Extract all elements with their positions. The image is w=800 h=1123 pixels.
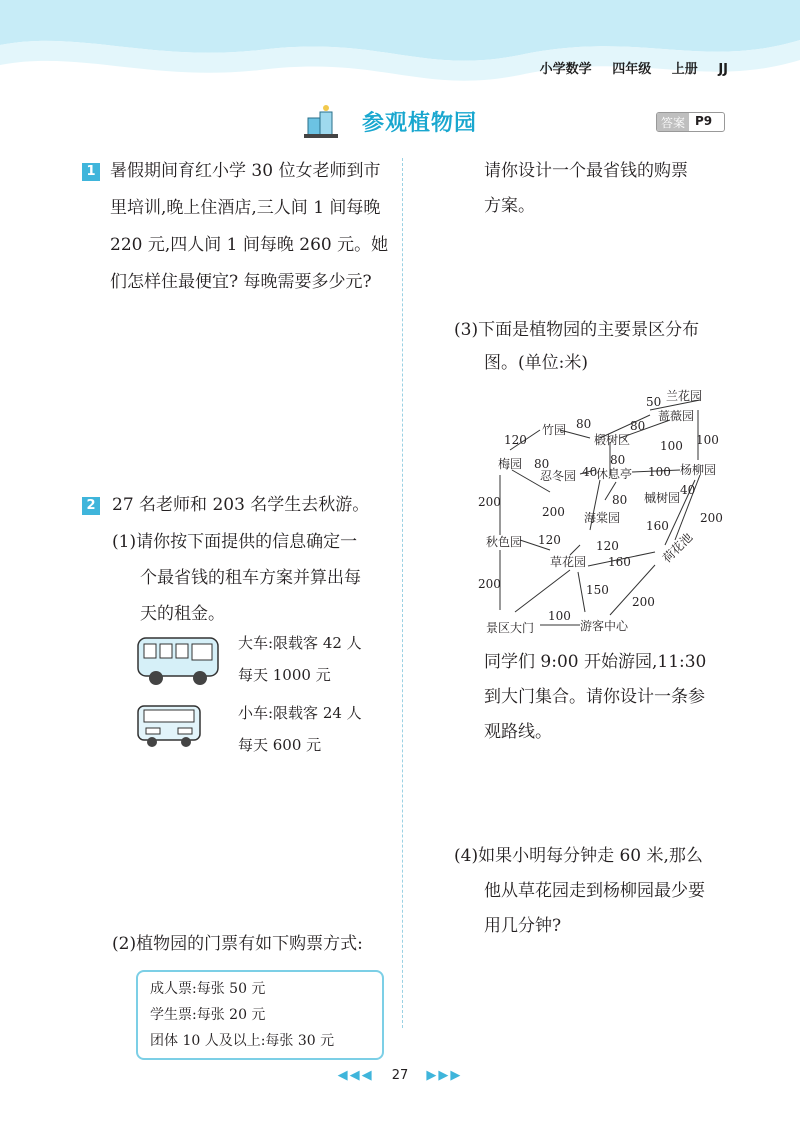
prev-arrows-icon: ◀◀◀ <box>337 1068 374 1083</box>
dist-13: 200 <box>478 495 501 509</box>
ticket-group: 团体 10 人及以上:每张 30 元 <box>150 1033 335 1049</box>
q2-part1-line-2: 个最省钱的租车方案并算出每 <box>140 568 361 588</box>
place-qishu: 槭树园 <box>644 491 681 505</box>
dist-2: 80 <box>630 419 646 433</box>
dist-22: 200 <box>632 595 655 609</box>
place-qiuse: 秋色园 <box>486 535 523 549</box>
q2-part3-after-line-2: 到大门集合。请你设计一条参 <box>484 687 705 707</box>
q1-line-2: 里培训,晚上住酒店,三人间 1 间每晚 <box>110 198 381 218</box>
dist-10: 100 <box>648 465 671 479</box>
answer-label: 答案 <box>657 113 689 131</box>
page-title: 参观植物园 <box>362 111 478 136</box>
place-gate: 景区大门 <box>486 621 535 635</box>
dist-6: 120 <box>504 433 527 447</box>
q2-part2: (2)植物园的门票有如下购票方式: <box>112 934 363 954</box>
big-bus-price: 每天 1000 元 <box>238 666 331 684</box>
dist-8: 80 <box>610 453 626 467</box>
q2-part1-line-3: 天的租金。 <box>140 604 225 624</box>
header-wave-banner <box>0 0 800 110</box>
dist-7: 80 <box>534 457 550 471</box>
next-arrows-icon: ▶▶▶ <box>426 1068 463 1083</box>
dist-14: 200 <box>542 505 565 519</box>
dist-16: 120 <box>596 539 619 553</box>
q2-part3-line-1: (3)下面是植物园的主要景区分布 <box>454 320 700 340</box>
place-lanhua: 兰花园 <box>666 389 703 403</box>
dist-5: 100 <box>696 433 719 447</box>
q2-part2-cont-line-2: 方案。 <box>484 196 535 216</box>
column-divider <box>402 158 403 1028</box>
big-bus-capacity: 大车:限载客 42 人 <box>238 634 362 652</box>
volume-label: 上册 <box>671 62 698 77</box>
ticket-price-box <box>136 970 384 1060</box>
dist-12: 80 <box>612 493 628 507</box>
question-1-number: 1 <box>82 163 100 181</box>
question-2-number: 2 <box>82 497 100 515</box>
section-title <box>302 104 522 144</box>
q2-intro: 27 名老师和 203 名学生去秋游。 <box>112 495 370 515</box>
ticket-adult: 成人票:每张 50 元 <box>150 981 266 997</box>
place-qiangwei: 蔷薇园 <box>658 409 695 423</box>
dist-1: 50 <box>646 395 662 409</box>
book-info <box>524 58 728 77</box>
dist-19: 160 <box>608 555 631 569</box>
dist-9: 40 <box>582 465 598 479</box>
answer-page: P9 <box>695 114 713 128</box>
q2-part4-line-2: 他从草花园走到杨柳园最少要 <box>484 881 705 901</box>
q1-line-3: 220 元,四人间 1 间每晚 260 元。她 <box>110 235 389 255</box>
dist-15: 120 <box>538 533 561 547</box>
place-xiuxiting: 休息亭 <box>596 467 633 481</box>
grade-label: 四年级 <box>612 62 652 77</box>
botanical-garden-map <box>470 380 750 640</box>
dist-3: 80 <box>576 417 592 431</box>
subject-label: 小学数学 <box>539 62 592 77</box>
place-yangliu: 杨柳园 <box>680 463 717 477</box>
q2-part1-line-1: (1)请你按下面提供的信息确定一 <box>112 532 358 552</box>
q2-part3-after-line-1: 同学们 9:00 开始游园,11:30 <box>484 652 707 672</box>
place-rendong: 忍冬园 <box>540 469 577 483</box>
dist-11: 40 <box>680 483 696 497</box>
place-haitang: 海棠园 <box>584 511 621 525</box>
small-bus-icon <box>134 702 204 750</box>
q2-part4-line-3: 用几分钟? <box>484 916 562 936</box>
small-bus-capacity: 小车:限载客 24 人 <box>238 704 362 722</box>
place-hehua: 荷花池 <box>659 530 696 566</box>
place-caohua: 草花园 <box>550 555 587 569</box>
edition-label: JJ <box>718 62 728 77</box>
q2-part3-after-line-3: 观路线。 <box>484 722 552 742</box>
q1-line-4: 们怎样住最便宜? 每晚需要多少元? <box>110 272 372 292</box>
place-meiyuan: 梅园 <box>498 457 523 471</box>
q2-part2-cont-line-1: 请你设计一个最省钱的购票 <box>484 161 688 181</box>
small-bus-price: 每天 600 元 <box>238 736 322 754</box>
dist-4: 100 <box>660 439 683 453</box>
ticket-student: 学生票:每张 20 元 <box>150 1007 266 1023</box>
dist-21: 150 <box>586 583 609 597</box>
dist-20: 200 <box>478 577 501 591</box>
q1-line-1: 暑假期间育红小学 30 位女老师到市 <box>110 161 381 181</box>
answer-reference <box>656 112 725 132</box>
q2-part3-line-2: 图。(单位:米) <box>484 353 588 373</box>
page-footer <box>0 1068 800 1083</box>
place-visitor-center: 游客中心 <box>580 619 629 633</box>
dist-23: 100 <box>548 609 571 623</box>
place-duanshu: 椴树区 <box>594 433 631 447</box>
place-zhuyuan: 竹园 <box>542 423 567 437</box>
dist-18: 200 <box>700 511 723 525</box>
q2-part4-line-1: (4)如果小明每分钟走 60 米,那么 <box>454 846 703 866</box>
dist-17: 160 <box>646 519 669 533</box>
big-bus-icon <box>134 632 224 688</box>
books-icon <box>302 104 342 140</box>
page-number: 27 <box>391 1068 409 1083</box>
